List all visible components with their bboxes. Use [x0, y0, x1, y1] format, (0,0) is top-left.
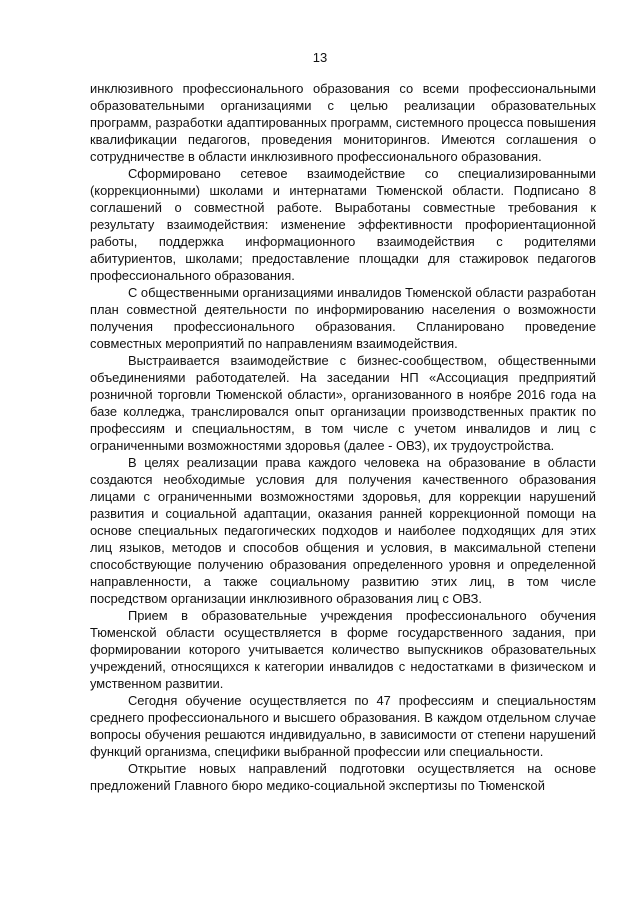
- body-text: [90, 80, 596, 794]
- paragraph: Сегодня обучение осуществляется по 47 профессиям и специальностям среднего профессионального и высшего образования. В каждом отдельном случае вопросы обучения решаются индивидуально, в зависимости от степени нарушений функций организма, специфики выбранной профессии или специальности.: [90, 693, 596, 759]
- page-number: 13: [312, 50, 328, 65]
- paragraph: Открытие новых направлений подготовки осуществляется на основе предложений Главного бюро медико-социальной экспертизы по Тюменской: [90, 761, 596, 793]
- paragraph: Сформировано сетевое взаимодействие со специализированными (коррекционными) школами и интернатами Тюменской области. Подписано 8 соглашений о совместной работе. Выработаны совместные требования к результату взаимодействия: изменение эффективности профориентационной работы, поддержка информационного взаимодействия с родителями абитуриентов, школами; предоставление площадки для стажировок педагогов профессионального образования.: [90, 166, 596, 283]
- paragraph: С общественными организациями инвалидов Тюменской области разработан план совместной деятельности по информированию населения о возможности получения профессионального образования. Спланировано проведение совместных мероприятий по направлениям взаимодействия.: [90, 285, 596, 351]
- paragraph: В целях реализации права каждого человека на образование в области создаются необходимые условия для получения качественного образования лицами с ограниченными возможностями здоровья, для коррекции нарушений развития и социальной адаптации, оказания ранней коррекционной помощи на основе специальных педагогических подходов и наиболее подходящих для этих лиц языков, методов и способов общения и условия, в максимальной степени способствующие получению образования определенного уровня и определенной направленности, а также социальному развитию этих лиц, в том числе посредством организации инклюзивного образования лиц с ОВЗ.: [90, 455, 596, 606]
- paragraph: Прием в образовательные учреждения профессионального обучения Тюменской области осуществляется в форме государственного задания, при формировании которого учитывается количество выпускников образовательных учреждений, относящихся к категории инвалидов с недостатками в физическом и умственном развитии.: [90, 608, 596, 691]
- paragraph: инклюзивного профессионального образования со всеми профессиональными образовательными организациями с целью реализации образовательных программ, разработки адаптированных программ, системного процесса повышения квалификации педагогов, проведения мониторингов. Имеются соглашения о сотрудничестве в области инклюзивного профессионального образования.: [90, 81, 596, 164]
- paragraph: Выстраивается взаимодействие с бизнес-сообществом, общественными объединениями работодателей. На заседании НП «Ассоциация предприятий розничной торговли Тюменской области», организованного в ноябре 2016 года на базе колледжа, транслировался опыт организации производственных практик по профессиям и специальностям, в том числе с учетом инвалидов и лиц с ограниченными возможностями здоровья (далее - ОВЗ), их трудоустройства.: [90, 353, 596, 453]
